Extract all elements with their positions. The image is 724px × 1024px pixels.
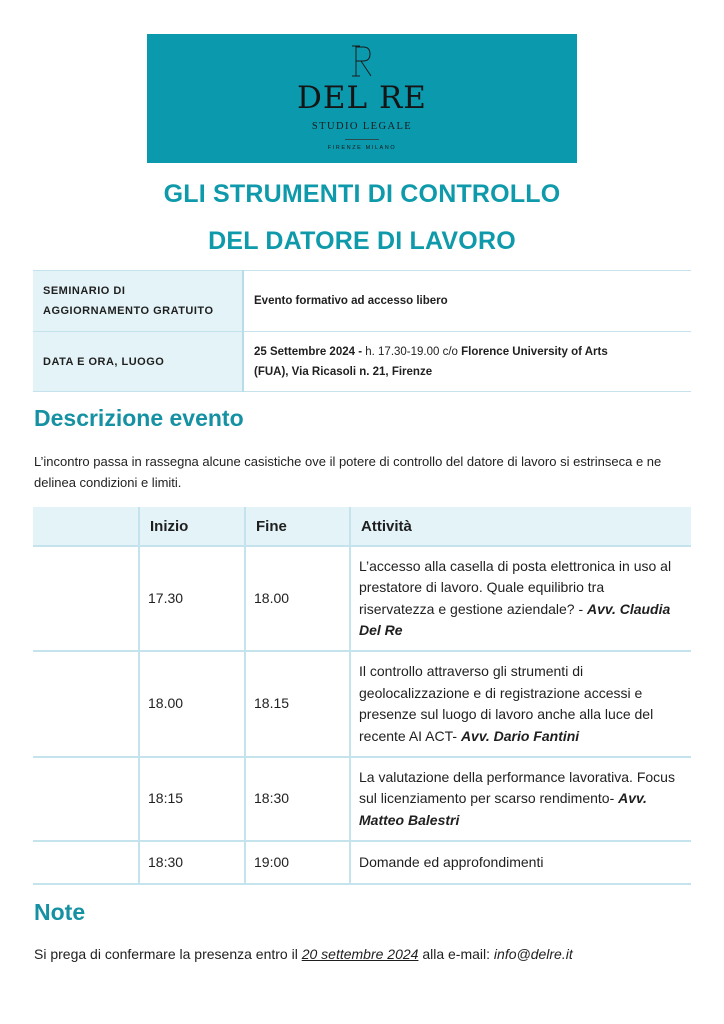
end-time: 18:30 — [245, 757, 350, 841]
schedule-header-blank — [33, 507, 139, 546]
date-value — [243, 332, 691, 392]
activity-cell — [350, 757, 691, 841]
event-info-table — [33, 270, 691, 392]
rsvp-deadline: 20 settembre 2024 — [301, 946, 419, 962]
schedule-header-end: Fine — [245, 507, 350, 546]
start-time: 18:30 — [139, 841, 245, 884]
schedule-header-start: Inizio — [139, 507, 245, 546]
venue-line-1: Florence University of Arts — [461, 345, 608, 358]
schedule-header-row — [33, 507, 691, 546]
end-time: 19:00 — [245, 841, 350, 884]
row-blank-cell — [33, 546, 139, 651]
table-row — [33, 651, 691, 757]
table-row — [33, 757, 691, 841]
activity-cell — [350, 841, 691, 884]
row-blank-cell — [33, 757, 139, 841]
logo-name: DEL RE — [297, 80, 427, 116]
notes-text — [34, 944, 704, 964]
activity-cell — [350, 651, 691, 757]
speaker-name: Avv. Claudia Del Re — [359, 600, 671, 638]
row-blank-cell — [33, 651, 139, 757]
speaker-name: Avv. Dario Fantini — [460, 727, 580, 744]
seminar-label-line-2: AGGIORNAMENTO GRATUITO — [43, 305, 214, 317]
table-row — [33, 546, 691, 651]
activity-cell — [350, 546, 691, 651]
activity-text: Il controllo attraverso gli strumenti di geolocalizzazione e di registrazione accessi e presenze sul luogo di lavoro anche alla luce del recente AI ACT- — [359, 663, 654, 744]
activity-text: L’accesso alla casella di posta elettronica in uso al prestatore di lavoro. Quale equilibrio tra riservatezza e gestione aziendale? - — [359, 557, 672, 617]
notes-middle: alla e-mail: — [418, 946, 494, 962]
logo-cities: FIRENZE MILANO — [327, 145, 397, 151]
start-time: 18:15 — [139, 757, 245, 841]
page-title-line-1: GLI STRUMENTI DI CONTROLLO — [163, 180, 561, 208]
event-time: h. 17.30-19.00 c/o — [362, 345, 462, 358]
row-blank-cell — [33, 841, 139, 884]
schedule-table — [33, 507, 691, 885]
logo-subtitle: STUDIO LEGALE — [311, 121, 413, 132]
description-text: L’incontro passa in rassegna alcune casistiche ove il potere di controllo del datore di lavoro si estrinseca e ne delinea condizioni e limiti. — [34, 454, 662, 490]
seminar-label-line-1: SEMINARIO DI — [43, 285, 126, 297]
logo-banner — [147, 34, 577, 163]
venue-line-2: (FUA), Via Ricasoli n. 21, Firenze — [254, 365, 433, 378]
speaker-name: Avv. Matteo Balestri — [359, 790, 647, 828]
svg-text:R: R — [362, 68, 363, 69]
end-time: 18.00 — [245, 546, 350, 651]
contact-email-link[interactable]: info@delre.it — [493, 946, 573, 962]
start-time: 18.00 — [139, 651, 245, 757]
logo-monogram — [147, 42, 577, 83]
page-title-line-2: DEL DATORE DI LAVORO — [208, 227, 516, 255]
description-heading: Descrizione evento — [34, 405, 244, 431]
seminar-label — [33, 271, 243, 332]
schedule-header-activity: Attività — [350, 507, 691, 546]
start-time: 17.30 — [139, 546, 245, 651]
event-date: 25 Settembre 2024 - — [254, 345, 363, 358]
table-row — [33, 841, 691, 884]
notes-prefix: Si prega di confermare la presenza entro il — [34, 946, 302, 962]
activity-text: La valutazione della performance lavorativa. Focus sul licenziamento per scarso rendimento- — [359, 768, 675, 807]
date-label: DATA E ORA, LUOGO — [33, 332, 243, 392]
end-time: 18.15 — [245, 651, 350, 757]
logo-divider — [345, 139, 379, 140]
activity-text: Domande ed approfondimenti — [359, 853, 544, 870]
info-row-date — [33, 332, 691, 392]
seminar-value: Evento formativo ad accesso libero — [243, 271, 691, 332]
notes-heading: Note — [34, 899, 86, 925]
info-row-seminar — [33, 271, 691, 332]
